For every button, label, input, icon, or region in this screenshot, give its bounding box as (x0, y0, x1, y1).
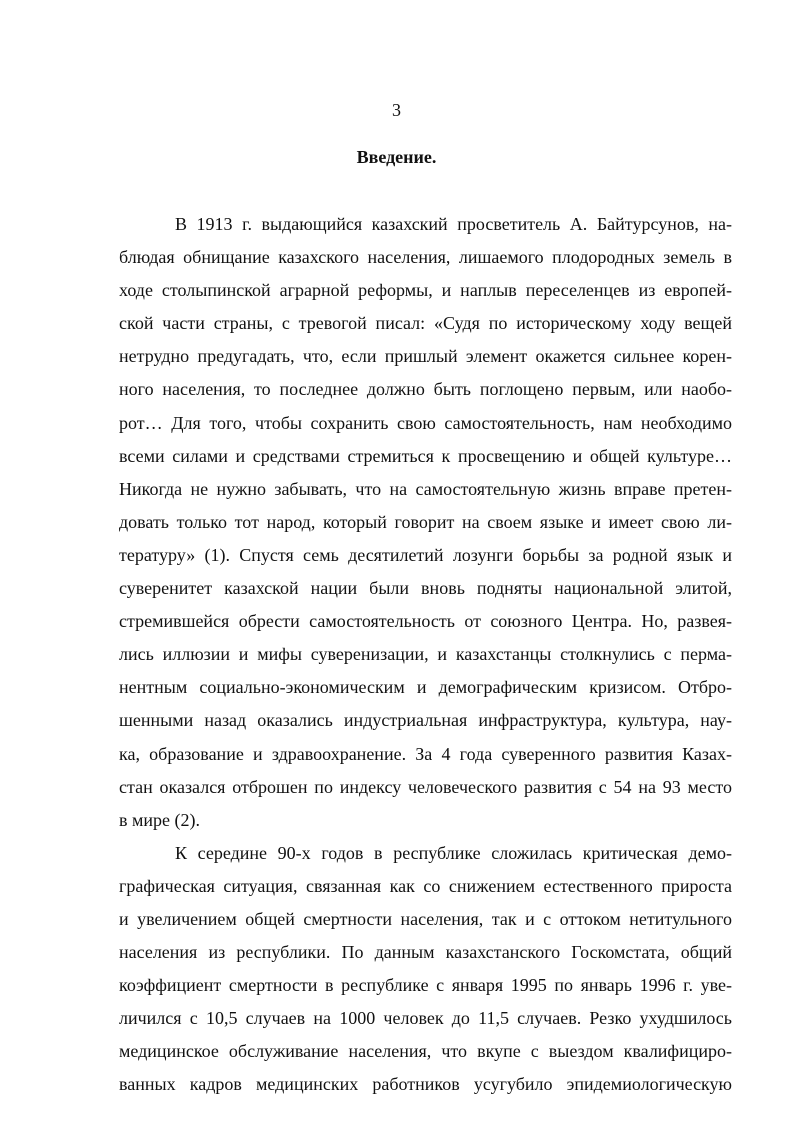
text-line: ного населения, то последнее должно быть поглощено первым, или наобо- (119, 379, 732, 400)
text-line: ской части страны, с тревогой писал: «Судя по историческому ходу вещей (119, 313, 732, 334)
text-line: лись иллюзии и мифы суверенизации, и казахстанцы столкнулись с перма- (119, 644, 732, 665)
text-line: К середине 90-х годов в республике сложилась критическая демо- (175, 842, 732, 863)
text-line: медицинское обслуживание населения, что вкупе с выездом квалифициро- (119, 1041, 732, 1062)
text-line: коэффициент смертности в республике с января 1995 по январь 1996 г. уве- (119, 975, 732, 996)
text-line: рот… Для того, чтобы сохранить свою самостоятельность, нам необходимо (119, 412, 732, 433)
text-line: блюдая обнищание казахского населения, лишаемого плодородных земель в (119, 247, 732, 268)
text-line: суверенитет казахской нации были вновь подняты национальной элитой, (119, 578, 732, 599)
text-line: В 1913 г. выдающийся казахский просветитель А. Байтурсунов, на- (175, 214, 732, 234)
text-line: и увеличением общей смертности населения, так и с оттоком нетитульного (119, 908, 732, 929)
text-line: всеми силами и средствами стремиться к просвещению и общей культуре… (119, 445, 732, 466)
text-line: населения из республики. По данным казахстанского Госкомстата, общий (119, 942, 732, 963)
text-line: шенными назад оказались индустриальная инфраструктура, культура, нау- (119, 710, 732, 731)
text-line: графическая ситуация, связанная как со снижением естественного прироста (119, 875, 732, 896)
text-line: нетрудно предугадать, что, если пришлый элемент окажется сильнее корен- (119, 346, 732, 367)
text-line: нентным социально-экономическим и демографическим кризисом. Отбро- (119, 677, 732, 698)
text-line: стан оказался отброшен по индексу человеческого развития с 54 на 93 место (119, 776, 732, 797)
section-heading: Введение. (356, 147, 437, 167)
text-line: ка, образование и здравоохранение. За 4 года суверенного развития Казах- (119, 743, 732, 764)
text-line: личился с 10,5 случаев на 1000 человек до 11,5 случаев. Резко ухудшилось (119, 1008, 732, 1029)
text-line: ходе столыпинской аграрной реформы, и наплыв переселенцев из европей- (119, 280, 732, 301)
text-line: тературу» (1). Спустя семь десятилетий лозунги борьбы за родной язык и (119, 544, 732, 565)
text-line: Никогда не нужно забывать, что на самостоятельную жизнь вправе претен- (119, 478, 732, 499)
text-line: довать только тот народ, который говорит на своем языке и имеет свою ли- (119, 511, 732, 532)
page-number: 3 (392, 100, 401, 120)
body-text (119, 208, 732, 1102)
text-line: ванных кадров медицинских работников усугубило эпидемиологическую (119, 1074, 732, 1095)
text-line: стремившейся обрести самостоятельность от союзного Центра. Но, развея- (119, 611, 732, 632)
text-line: в мире (2). (119, 809, 200, 830)
